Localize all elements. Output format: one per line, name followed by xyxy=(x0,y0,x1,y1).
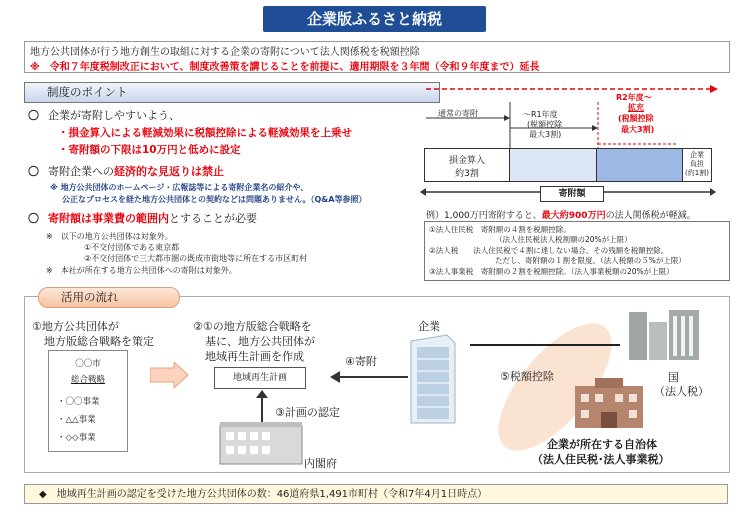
step-1-line-2: 地方版総合戦略を策定 xyxy=(44,335,154,348)
doc-item-3: ・◇◇事業 xyxy=(57,433,96,443)
label-r1-detail-2: 最大3割) xyxy=(529,130,562,139)
cabinet-label: 内閣府 xyxy=(304,457,337,470)
strategy-doc xyxy=(48,350,128,452)
flow-heading: 活用の流れ xyxy=(38,287,180,308)
label-r2-detail-2: 最大3割) xyxy=(621,125,655,134)
label-r2: R2年度～ xyxy=(616,93,652,102)
local-label-2: （法人住民税･法人事業税） xyxy=(532,453,670,466)
point-1-sub-2: ・寄附額の下限は10万円と低めに設定 xyxy=(58,144,241,156)
footer-note: ◆ 地域再生計画の認定を受けた地方公共団体の数：46道府県1,491市町村（令和7年4月1日時点） xyxy=(24,484,728,504)
example-row-1: ①法人住民税 寄附額の４割を税額控除。 xyxy=(429,225,571,234)
example-suffix: の法人関係税が軽減。 xyxy=(605,211,696,221)
cell-kigyo-line-1: 企業 xyxy=(690,151,704,159)
government-building-icon xyxy=(625,308,705,362)
note-1: ※ 以下の地方公共団体は対象外。 xyxy=(46,232,173,241)
step-2-line-2: 基に、地方公共団体が xyxy=(205,335,315,348)
point-3 xyxy=(48,210,257,226)
company-label: 企業 xyxy=(418,320,440,333)
arrow-right-icon xyxy=(150,362,190,388)
point-1-sub-1: ・損金算入による軽減効果に税額控除による軽減効果を上乗せ xyxy=(58,127,352,139)
bullet-3: 〇 xyxy=(28,212,39,225)
cell-sonkin-line-2: 約3割 xyxy=(455,169,479,179)
point-2-note-1: ※ 地方公共団体のホームページ・広報誌等による寄附企業名の紹介や、 xyxy=(50,183,309,192)
bullet-1: 〇 xyxy=(28,109,39,122)
label-r2-expand: 拡充 xyxy=(628,103,644,112)
bullet-2: 〇 xyxy=(28,165,39,178)
note-2: ※ 本社が所在する地方公共団体への寄附は対象外。 xyxy=(46,266,237,275)
step-3: ③計画の認定 xyxy=(275,406,340,419)
example-row-3: ②法人税 法人住民税で４割に達しない場合、その残額を税額控除。 xyxy=(429,246,669,255)
example-prefix: 例）1,000万円寄附すると、 xyxy=(426,211,542,221)
arrow-up-icon xyxy=(255,390,269,424)
point-2-note-2: 公正なプロセスを経た地方公共団体との契約などは問題ありません。（Q&A等参照） xyxy=(62,195,367,204)
point-3-red: 寄附額は事業費の範囲内 xyxy=(48,212,169,225)
doc-item-2: ・△△事業 xyxy=(57,415,96,425)
total-label: 寄附額 xyxy=(540,186,604,202)
example-box xyxy=(424,221,730,281)
cell-sonkin xyxy=(424,148,510,182)
plan-box: 地域再生計画 xyxy=(214,367,306,389)
label-r1-detail-1: (税額控除 xyxy=(527,120,563,129)
point-2-red: 経済的な見返りは禁止 xyxy=(114,165,224,178)
label-normal: 通常の寄附 xyxy=(438,109,478,118)
cell-r2 xyxy=(596,148,683,182)
company-building-icon xyxy=(403,333,463,425)
info-line-2: ※ 令和７年度税制改正において、制度改善策を講じることを前提に、適用期限を３年間（令和９年度まで）延長 xyxy=(30,62,540,73)
page-title: 企業版ふるさと納税 xyxy=(263,6,486,32)
point-1-main: 企業が寄附しやすいよう、 xyxy=(48,109,180,122)
cell-kigyo-line-2: 負担 xyxy=(690,160,704,168)
divider-line xyxy=(470,338,620,352)
step-4: ④寄附 xyxy=(345,355,377,368)
point-3-suffix: とすることが必要 xyxy=(169,212,257,225)
step-2-line-3: 地域再生計画を作成 xyxy=(205,350,304,363)
point-2-prefix: 寄附企業への xyxy=(48,165,114,178)
example-row-4: ただし、寄附額の１割を限度。（法人税額の５%が上限） xyxy=(495,256,686,265)
doc-title-1: 〇〇市 xyxy=(75,359,101,369)
cell-kigyo xyxy=(682,148,712,182)
doc-title-2: 総合戦略 xyxy=(70,375,105,385)
step-2-line-1: ②①の地方版総合戦略を xyxy=(193,320,312,333)
info-line-1: 地方公共団体が行う地方創生の取組に対する企業の寄附について法人関係税を税額控除 xyxy=(30,47,420,58)
note-1b: ②不交付団体で三大都市圏の既成市街地等に所在する市区町村 xyxy=(84,254,308,263)
label-r1: ～R1年度 xyxy=(523,110,558,119)
note-1a: ①不交付団体である東京都 xyxy=(84,243,180,252)
country-label-2: （法人税） xyxy=(654,385,709,398)
point-2 xyxy=(48,163,224,179)
example-line xyxy=(426,208,696,221)
label-r2-detail-1: (税額控除 xyxy=(618,114,654,123)
cell-sonkin-line-1: 損金算入 xyxy=(448,156,485,166)
example-red: 最大約900万円 xyxy=(541,211,606,221)
country-label-1: 国 xyxy=(668,371,679,384)
cell-r1 xyxy=(509,148,597,182)
example-row-5: ③法人事業税 寄附額の２割を税額控除。（法人事業税額の20%が上限） xyxy=(429,267,674,276)
local-label-1: 企業が所在する自治体 xyxy=(547,438,657,451)
points-heading: 制度のポイント xyxy=(24,82,440,103)
cell-kigyo-line-3: (約1割) xyxy=(685,169,709,177)
doc-item-1: ・〇〇事業 xyxy=(57,397,100,407)
step-1-line-1: ①地方公共団体が xyxy=(32,320,119,333)
example-row-2: （法人住民税法人税割額の20%が上限） xyxy=(495,235,632,244)
cabinet-building-icon xyxy=(218,420,304,465)
step-5: ⑤税額控除 xyxy=(500,370,554,383)
local-government-building-icon xyxy=(573,378,645,430)
arrow-left-icon xyxy=(330,369,408,385)
